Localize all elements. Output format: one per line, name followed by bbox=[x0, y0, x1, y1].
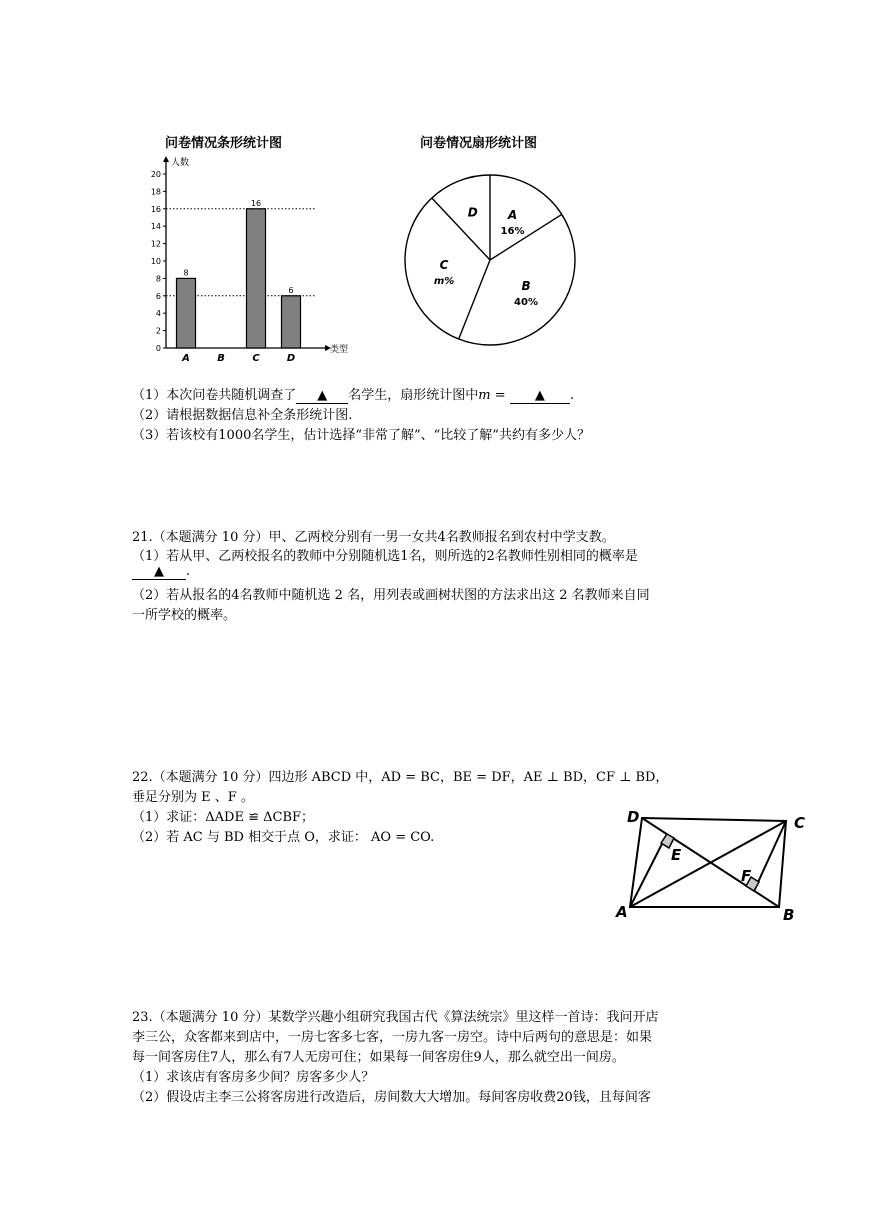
bar-c bbox=[247, 209, 266, 348]
q23-stem: 23.（本题满分 10 分）某数学兴趣小组研究我国古代《算法统宗》里这样一首诗：我问开店 bbox=[132, 1010, 659, 1025]
q21-part1: （1）若从甲、乙两校报名的教师中分别随机选1名，则所选的2名教师性别相同的概率是 bbox=[132, 549, 638, 564]
label-a: A bbox=[616, 903, 628, 921]
label-b: B bbox=[783, 906, 795, 924]
bar-data-label: 16 bbox=[250, 198, 262, 208]
y-tick-label: 8 bbox=[155, 274, 161, 284]
pie-value-label: m% bbox=[433, 275, 455, 287]
y-tick-label: 12 bbox=[150, 239, 161, 249]
q23-stem-2: 李三公，众客都来到店中，一房七客多七客，一房九客一房空。诗中后两句的意思是：如果 bbox=[132, 1030, 653, 1045]
q22-part2: （2）若 AC 与 BD 相交于点 O，求证： AO = CO. bbox=[132, 830, 435, 845]
y-tick-label: 2 bbox=[155, 326, 161, 336]
q20-part2: （2）请根据数据信息补全条形统计图. bbox=[132, 408, 353, 423]
pie-label: D bbox=[467, 205, 478, 220]
y-axis-label: 人数 bbox=[171, 158, 190, 168]
y-tick-label: 14 bbox=[150, 222, 161, 232]
y-tick-label: 0 bbox=[155, 344, 161, 353]
y-tick-label: 18 bbox=[150, 187, 161, 197]
y-tick-label: 20 bbox=[150, 170, 161, 179]
bar-a bbox=[177, 278, 196, 348]
y-tick-label: 6 bbox=[155, 291, 161, 301]
pie-slice-d bbox=[432, 198, 490, 260]
label-e: E bbox=[671, 846, 682, 864]
q20-blank-2[interactable]: ▲ bbox=[510, 389, 570, 404]
pie-value-label: 40% bbox=[514, 296, 538, 308]
bar-data-label: 8 bbox=[183, 268, 189, 278]
pie-slice-c bbox=[459, 260, 490, 339]
q20-part3: （3）若该校有1000名学生，估计选择“非常了解”、“比较了解”共约有多少人？ bbox=[132, 428, 590, 443]
y-tick-label: 16 bbox=[150, 204, 161, 214]
x-tick-label: D bbox=[286, 353, 296, 364]
q20-blank-1[interactable]: ▲ bbox=[296, 389, 348, 404]
label-d: D bbox=[627, 808, 640, 826]
x-axis-label: 类型 bbox=[330, 345, 349, 355]
x-tick-label: C bbox=[252, 353, 260, 364]
bar-chart-title: 问卷情况条形统计图 bbox=[165, 136, 283, 151]
label-f: F bbox=[741, 867, 752, 885]
q22-stem: 22.（本题满分 10 分）四边形 ABCD 中，AD = BC，BE = DF，AE ⊥ BD，CF ⊥ BD， bbox=[132, 770, 669, 785]
pie-label: A bbox=[507, 208, 518, 223]
q21-part2: （2）若从报名的4名教师中随机选 2 名，用列表或画树状图的方法求出这 2 名教师来自同 bbox=[132, 588, 650, 603]
q21-stem: 21.（本题满分 10 分）甲、乙两校分别有一男一女共4名教师报名到农村中学支教。 bbox=[132, 530, 615, 545]
pie-label: C bbox=[439, 257, 449, 272]
y-tick-label: 4 bbox=[155, 309, 161, 319]
bar-d bbox=[282, 296, 301, 348]
y-axis-arrow bbox=[163, 156, 169, 162]
pie-label: B bbox=[521, 278, 531, 293]
pie-chart bbox=[395, 168, 585, 348]
q21-part1-answer: ▲ . bbox=[132, 564, 190, 580]
y-tick-label: 10 bbox=[150, 257, 161, 266]
q21-part2-cont: 一所学校的概率。 bbox=[132, 608, 237, 623]
x-tick-label: B bbox=[217, 353, 225, 364]
pie-chart-title: 问卷情况扇形统计图 bbox=[420, 136, 538, 151]
q22-stem-cont: 垂足分别为 E 、F 。 bbox=[132, 790, 254, 805]
bar-data-label: 6 bbox=[288, 285, 294, 295]
q21-blank[interactable]: ▲ bbox=[132, 565, 186, 580]
pie-value-label: 16% bbox=[500, 226, 525, 238]
q23-part2: （2）假设店主李三公将客房进行改造后，房间数大大增加。每间客房收费20钱，且每间客 bbox=[132, 1090, 651, 1105]
q22-part1: （1）求证：ΔADE ≌ ΔCBF； bbox=[132, 810, 315, 825]
q23-stem-3: 每一间客房住7人，那么有7人无房可住；如果每一间客房住9人，那么就空出一间房。 bbox=[132, 1050, 625, 1065]
pie-slice-b bbox=[490, 214, 562, 260]
x-tick-label: A bbox=[182, 353, 190, 364]
q23-part1: （1）求该店有客房多少间？房客多少人？ bbox=[132, 1070, 375, 1085]
bar-chart bbox=[140, 150, 360, 370]
q20-part1: （1）本次问卷共随机调查了 ▲ 名学生，扇形统计图中m = ▲ . bbox=[132, 388, 574, 403]
quadrilateral-figure bbox=[608, 803, 818, 928]
label-c: C bbox=[794, 814, 806, 832]
